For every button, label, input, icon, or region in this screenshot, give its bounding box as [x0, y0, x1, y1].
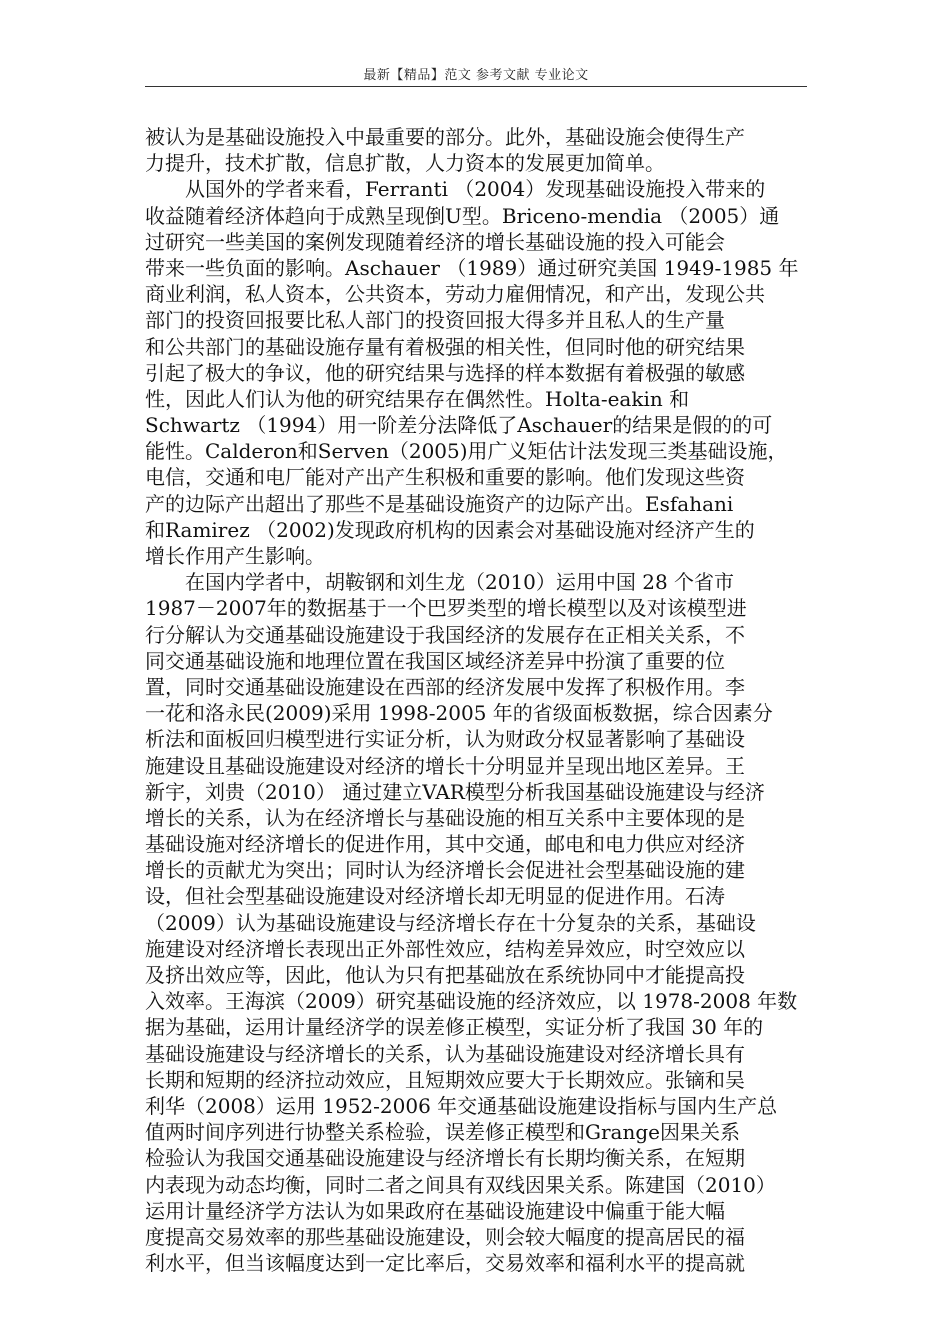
text-line: 增长的贡献尤为突出；同时认为经济增长会促进社会型基础设施的建: [145, 858, 745, 883]
text-line: 性，因此人们认为他的研究结果存在偶然性。Holta-eakin 和: [145, 386, 690, 411]
text-line: 利水平，但当该幅度达到一定比率后，交易效率和福利水平的提高就: [145, 1251, 745, 1276]
text-line: 商业利润，私人资本，公共资本，劳动力雇佣情况，和产出，发现公共: [145, 282, 765, 307]
text-line: 长期和短期的经济拉动效应，且短期效应要大于长期效应。张镝和吴: [145, 1067, 745, 1092]
text-line: 部门的投资回报要比私人部门的投资回报大得多并且私人的生产量: [145, 308, 725, 333]
text-line: 析法和面板回归模型进行实证分析，认为财政分权显著影响了基础设: [145, 727, 745, 752]
text-line: 能性。Calderon和Serven（2005)用广义矩估计法发现三类基础设施，: [145, 439, 788, 464]
body-text: [145, 124, 815, 1276]
text-line: （2009）认为基础设施建设与经济增长存在十分复杂的关系，基础设: [145, 910, 756, 935]
text-line: 基础设施对经济增长的促进作用，其中交通，邮电和电力供应对经济: [145, 832, 745, 857]
text-line: 设，但社会型基础设施建设对经济增长却无明显的促进作用。石涛: [145, 884, 725, 909]
text-line: 据为基础，运用计量经济学的误差修正模型，实证分析了我国 30 年的: [145, 1015, 764, 1040]
text-line: 和公共部门的基础设施存量有着极强的相关性，但同时他的研究结果: [145, 334, 745, 359]
text-line: 带来一些负面的影响。Aschauer （1989）通过研究美国 1949-1985 年: [145, 255, 799, 280]
text-line: 运用计量经济学方法认为如果政府在基础设施建设中偏重于能大幅: [145, 1198, 725, 1223]
text-line: 入效率。王海滨（2009）研究基础设施的经济效应，以 1978-2008 年数: [145, 989, 798, 1014]
text-line: 过研究一些美国的案例发现随着经济的增长基础设施的投入可能会: [145, 229, 725, 254]
text-line: 检验认为我国交通基础设施建设与经济增长有长期均衡关系，在短期: [145, 1146, 745, 1171]
text-line: 产的边际产出超出了那些不是基础设施资产的边际产出。Esfahani: [145, 491, 734, 516]
text-line: 施建设且基础设施建设对经济的增长十分明显并呈现出地区差异。王: [145, 753, 745, 778]
text-line: 增长作用产生影响。: [145, 544, 325, 568]
text-line: 同交通基础设施和地理位置在我国区域经济差异中扮演了重要的位: [145, 648, 725, 673]
text-line: 电信，交通和电厂能对产出产生积极和重要的影响。他们发现这些资: [145, 465, 745, 490]
text-line: 度提高交易效率的那些基础设施建设，则会较大幅度的提高居民的福: [145, 1224, 745, 1249]
text-line: Schwartz （1994）用一阶差分法降低了Aschauer的结果是假的的可: [145, 413, 773, 438]
text-line: 内表现为动态均衡，同时二者之间具有双线因果关系。陈建国（2010）: [145, 1172, 776, 1197]
page-header: 最新【精品】范文 参考文献 专业论文: [363, 68, 589, 83]
text-line: 一花和洛永民(2009)采用 1998-2005 年的省级面板数据，综合因素分: [145, 701, 773, 726]
text-line: 收益随着经济体趋向于成熟呈现倒U型。Briceno-mendia （2005）通: [145, 203, 780, 228]
header-divider: [145, 86, 807, 87]
text-line: 在国内学者中，胡鞍钢和刘生龙（2010）运用中国 28 个省市: [145, 570, 735, 595]
text-line: 行分解认为交通基础设施建设于我国经济的发展存在正相关关系，不: [145, 622, 745, 647]
text-line: 值两时间序列进行协整关系检验，误差修正模型和Grange因果关系: [145, 1120, 740, 1145]
text-line: 和Ramirez （2002)发现政府机构的因素会对基础设施对经济产生的: [145, 517, 755, 542]
text-line: 置，同时交通基础设施建设在西部的经济发展中发挥了积极作用。李: [145, 674, 745, 699]
text-line: 力提升，技术扩散，信息扩散，人力资本的发展更加简单。: [145, 151, 665, 176]
text-line: 利华（2008）运用 1952-2006 年交通基础设施建设指标与国内生产总: [145, 1093, 778, 1118]
text-line: 被认为是基础设施投入中最重要的部分。此外，基础设施会使得生产: [145, 125, 745, 149]
text-line: 及挤出效应等，因此，他认为只有把基础放在系统协同中才能提高投: [145, 963, 745, 987]
text-line: 增长的关系，认为在经济增长与基础设施的相互关系中主要体现的是: [145, 805, 745, 830]
text-line: 引起了极大的争议，他的研究结果与选择的样本数据有着极强的敏感: [145, 360, 745, 385]
text-line: 1987－2007年的数据基于一个巴罗类型的增长模型以及对该模型进: [145, 596, 747, 621]
text-line: 从国外的学者来看，Ferranti （2004）发现基础设施投入带来的: [145, 177, 766, 202]
text-line: 基础设施建设与经济增长的关系，认为基础设施建设对经济增长具有: [145, 1041, 745, 1066]
text-line: 新宇，刘贵（2010） 通过建立VAR模型分析我国基础设施建设与经济: [145, 779, 765, 804]
text-line: 施建设对经济增长表现出正外部性效应，结构差异效应，时空效应以: [145, 936, 745, 961]
